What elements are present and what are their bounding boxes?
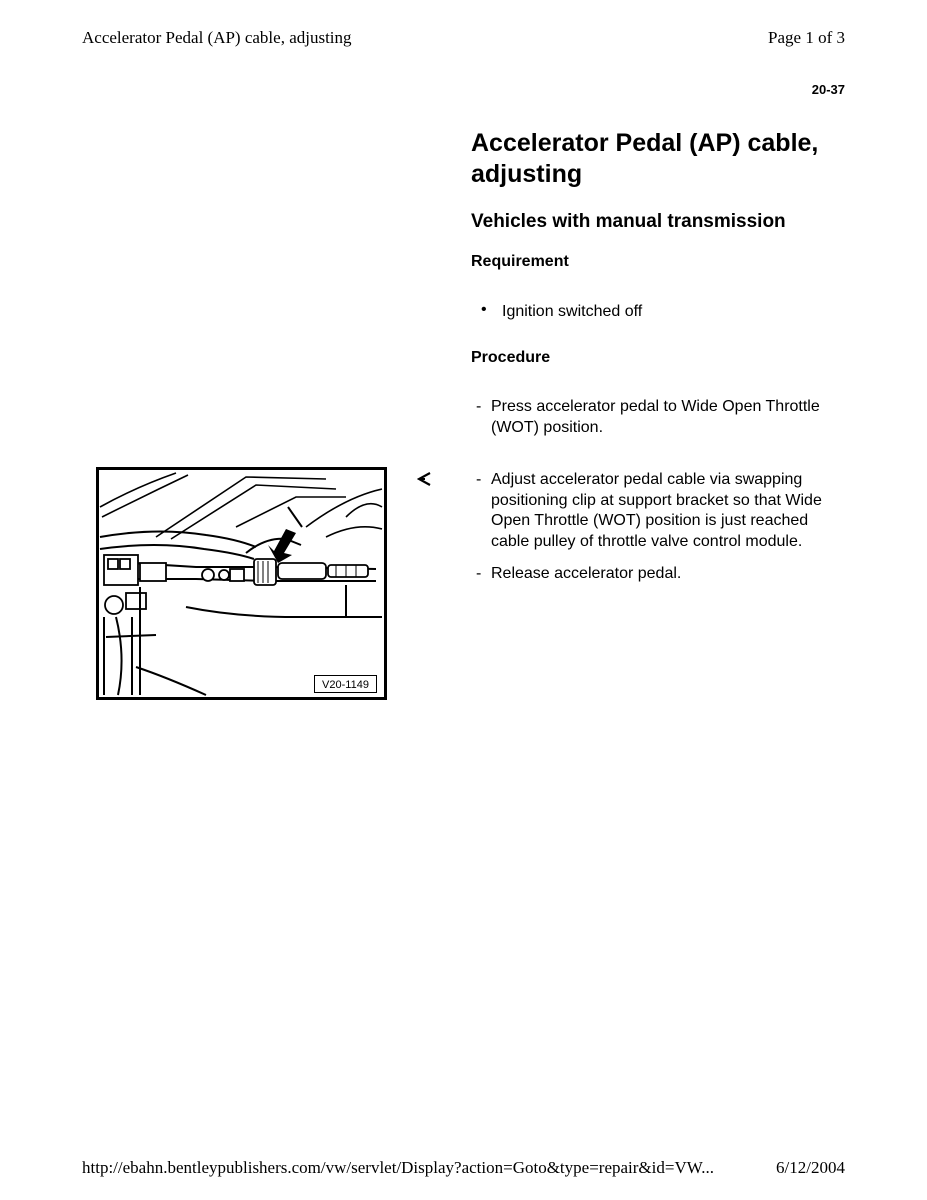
section-number: 20-37: [811, 82, 845, 97]
section-subtitle: Vehicles with manual transmission: [471, 211, 786, 232]
step-line: positioning clip at support bracket so that Wide: [491, 491, 822, 509]
step-line: Press accelerator pedal to Wide Open Throttle: [491, 398, 820, 415]
procedure-steps: [471, 397, 845, 438]
procedure-step: [471, 470, 845, 552]
procedure-step: [471, 397, 845, 438]
page-number: Page 1 of 3: [768, 28, 845, 47]
step-line: Open Throttle (WOT) position is just reached: [491, 512, 809, 529]
dash-icon: -: [476, 398, 482, 415]
step-line: Adjust accelerator pedal cable via swapping: [491, 471, 803, 488]
step-line: (WOT) position.: [491, 418, 604, 436]
title-line-1: Accelerator Pedal (AP) cable,: [471, 129, 819, 157]
requirement-heading: Requirement: [471, 253, 569, 270]
figure-reference-arrow-icon: [417, 471, 431, 492]
step-line: cable pulley of throttle valve control module.: [491, 532, 803, 550]
page-header-title: Accelerator Pedal (AP) cable, adjusting: [82, 28, 352, 47]
title-line-2: adjusting: [471, 160, 583, 188]
figure-label: V20-1149: [314, 675, 377, 693]
requirement-text: Ignition switched off: [502, 303, 643, 320]
footer-url: http://ebahn.bentleypublishers.com/vw/servlet/Display?action=Goto&type=repair&id=VW...: [82, 1158, 714, 1177]
dash-icon: -: [476, 471, 482, 488]
procedure-steps: [471, 470, 845, 585]
footer-date: 6/12/2004: [776, 1158, 845, 1177]
list-item: [471, 302, 845, 322]
step-line: Release accelerator pedal.: [491, 565, 682, 582]
illustration-throttle-cable: [96, 467, 387, 700]
bullet-icon: •: [481, 301, 487, 318]
document-body: [471, 128, 845, 585]
procedure-heading: Procedure: [471, 349, 551, 366]
page-title: [471, 128, 845, 190]
procedure-step: [471, 564, 845, 585]
dash-icon: -: [476, 565, 482, 582]
requirement-list: [471, 302, 845, 322]
